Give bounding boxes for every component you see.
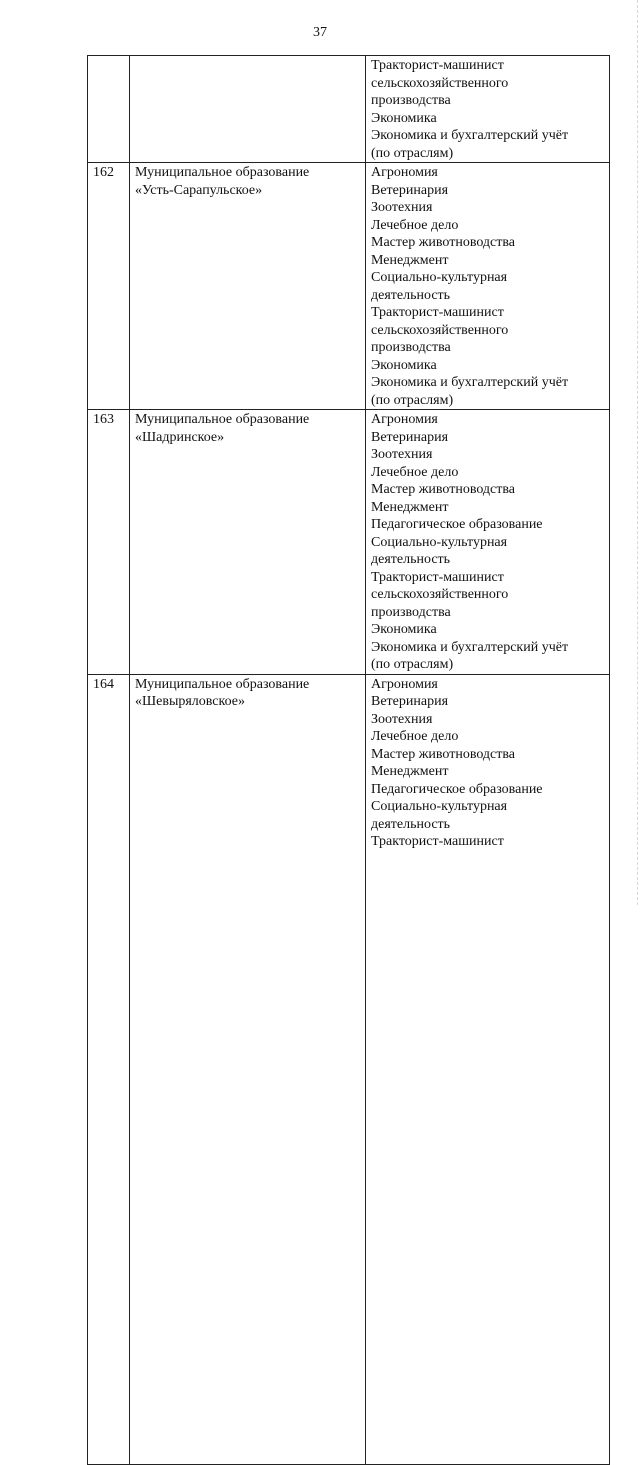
- row-number-cell: 162: [88, 163, 130, 410]
- specialty-line: Лечебное дело: [371, 464, 459, 480]
- specialty-line: Мастер животноводства: [371, 235, 516, 250]
- specialty-line: Экономика: [371, 110, 437, 126]
- specialty-line: деятельность: [371, 287, 451, 303]
- page-number: 37: [313, 25, 327, 40]
- municipality-name-line: Муниципальное образование: [135, 676, 310, 692]
- specialty-line: Социально-культурная: [371, 534, 508, 550]
- table-row: [88, 163, 610, 410]
- specialty-line: производства: [371, 604, 451, 620]
- table-body: [88, 56, 610, 1465]
- specialty-line: Экономика и бухгалтерский учёт: [371, 375, 569, 390]
- specialty-line: Педагогическое образование: [371, 517, 543, 532]
- specialty-line: сельскохозяйственного: [371, 75, 509, 91]
- specialty-line: (по отраслям): [371, 145, 454, 161]
- specialty-line: Менеджмент: [371, 764, 449, 779]
- specialty-line: Агрономия: [371, 412, 438, 427]
- specialty-line: Менеджмент: [371, 499, 449, 515]
- specialty-line: деятельность: [371, 816, 451, 832]
- municipality-name-line: «Усть-Сарапульское»: [135, 182, 263, 198]
- specialty-line: Социально-культурная: [371, 270, 508, 285]
- specialty-line: Агрономия: [371, 676, 438, 692]
- municipality-name-cell: [130, 410, 366, 675]
- specialty-line: сельскохозяйственного: [371, 587, 509, 602]
- specialty-line: Лечебное дело: [371, 729, 459, 744]
- municipality-name-line: Муниципальное образование: [135, 412, 310, 427]
- specialty-line: Лечебное дело: [371, 217, 459, 233]
- scan-edge-line: [637, 0, 638, 905]
- specialties-cell: [366, 163, 610, 410]
- specialties-cell: [366, 674, 610, 1464]
- table-row: [88, 56, 610, 163]
- table-row: [88, 674, 610, 1464]
- specialty-line: производства: [371, 93, 451, 108]
- specialty-line: (по отраслям): [371, 392, 454, 408]
- specialty-line: Тракторист-машинист: [371, 834, 504, 849]
- specialty-line: Зоотехния: [371, 200, 433, 215]
- specialty-line: Экономика и бухгалтерский учёт: [371, 639, 569, 655]
- municipal-specialties-table: [87, 55, 610, 1465]
- specialty-line: Экономика: [371, 622, 437, 637]
- specialty-line: Ветеринария: [371, 429, 449, 445]
- specialty-line: Педагогическое образование: [371, 781, 543, 797]
- municipality-name-cell: [130, 56, 366, 163]
- municipality-name-cell: [130, 674, 366, 1464]
- specialty-line: Социально-культурная: [371, 799, 508, 814]
- municipality-name-line: Муниципальное образование: [135, 165, 310, 180]
- row-number-cell: [88, 56, 130, 163]
- specialties-cell: [366, 56, 610, 163]
- row-number-cell: 164: [88, 674, 130, 1464]
- specialty-line: Зоотехния: [371, 711, 433, 727]
- row-number-cell: 163: [88, 410, 130, 675]
- specialty-line: Тракторист-машинист: [371, 305, 504, 320]
- specialty-line: Экономика и бухгалтерский учёт: [371, 128, 569, 143]
- specialty-line: Экономика: [371, 357, 437, 373]
- specialty-line: Ветеринария: [371, 182, 449, 198]
- specialty-line: Агрономия: [371, 165, 438, 180]
- specialty-line: сельскохозяйственного: [371, 322, 509, 338]
- specialty-line: Ветеринария: [371, 694, 449, 709]
- municipality-name-line: «Шевыряловское»: [135, 694, 245, 709]
- table-row: [88, 410, 610, 675]
- specialty-line: производства: [371, 340, 451, 355]
- specialties-cell: [366, 410, 610, 675]
- specialty-line: Мастер животноводства: [371, 482, 516, 497]
- specialty-line: Менеджмент: [371, 252, 449, 268]
- specialty-line: Мастер животноводства: [371, 746, 516, 762]
- specialty-line: Тракторист-машинист: [371, 569, 504, 585]
- specialty-line: деятельность: [371, 552, 451, 567]
- specialty-line: Зоотехния: [371, 447, 433, 462]
- specialty-line: (по отраслям): [371, 657, 454, 672]
- municipality-name-line: «Шадринское»: [135, 429, 225, 445]
- municipality-name-cell: [130, 163, 366, 410]
- specialty-line: Тракторист-машинист: [371, 58, 504, 73]
